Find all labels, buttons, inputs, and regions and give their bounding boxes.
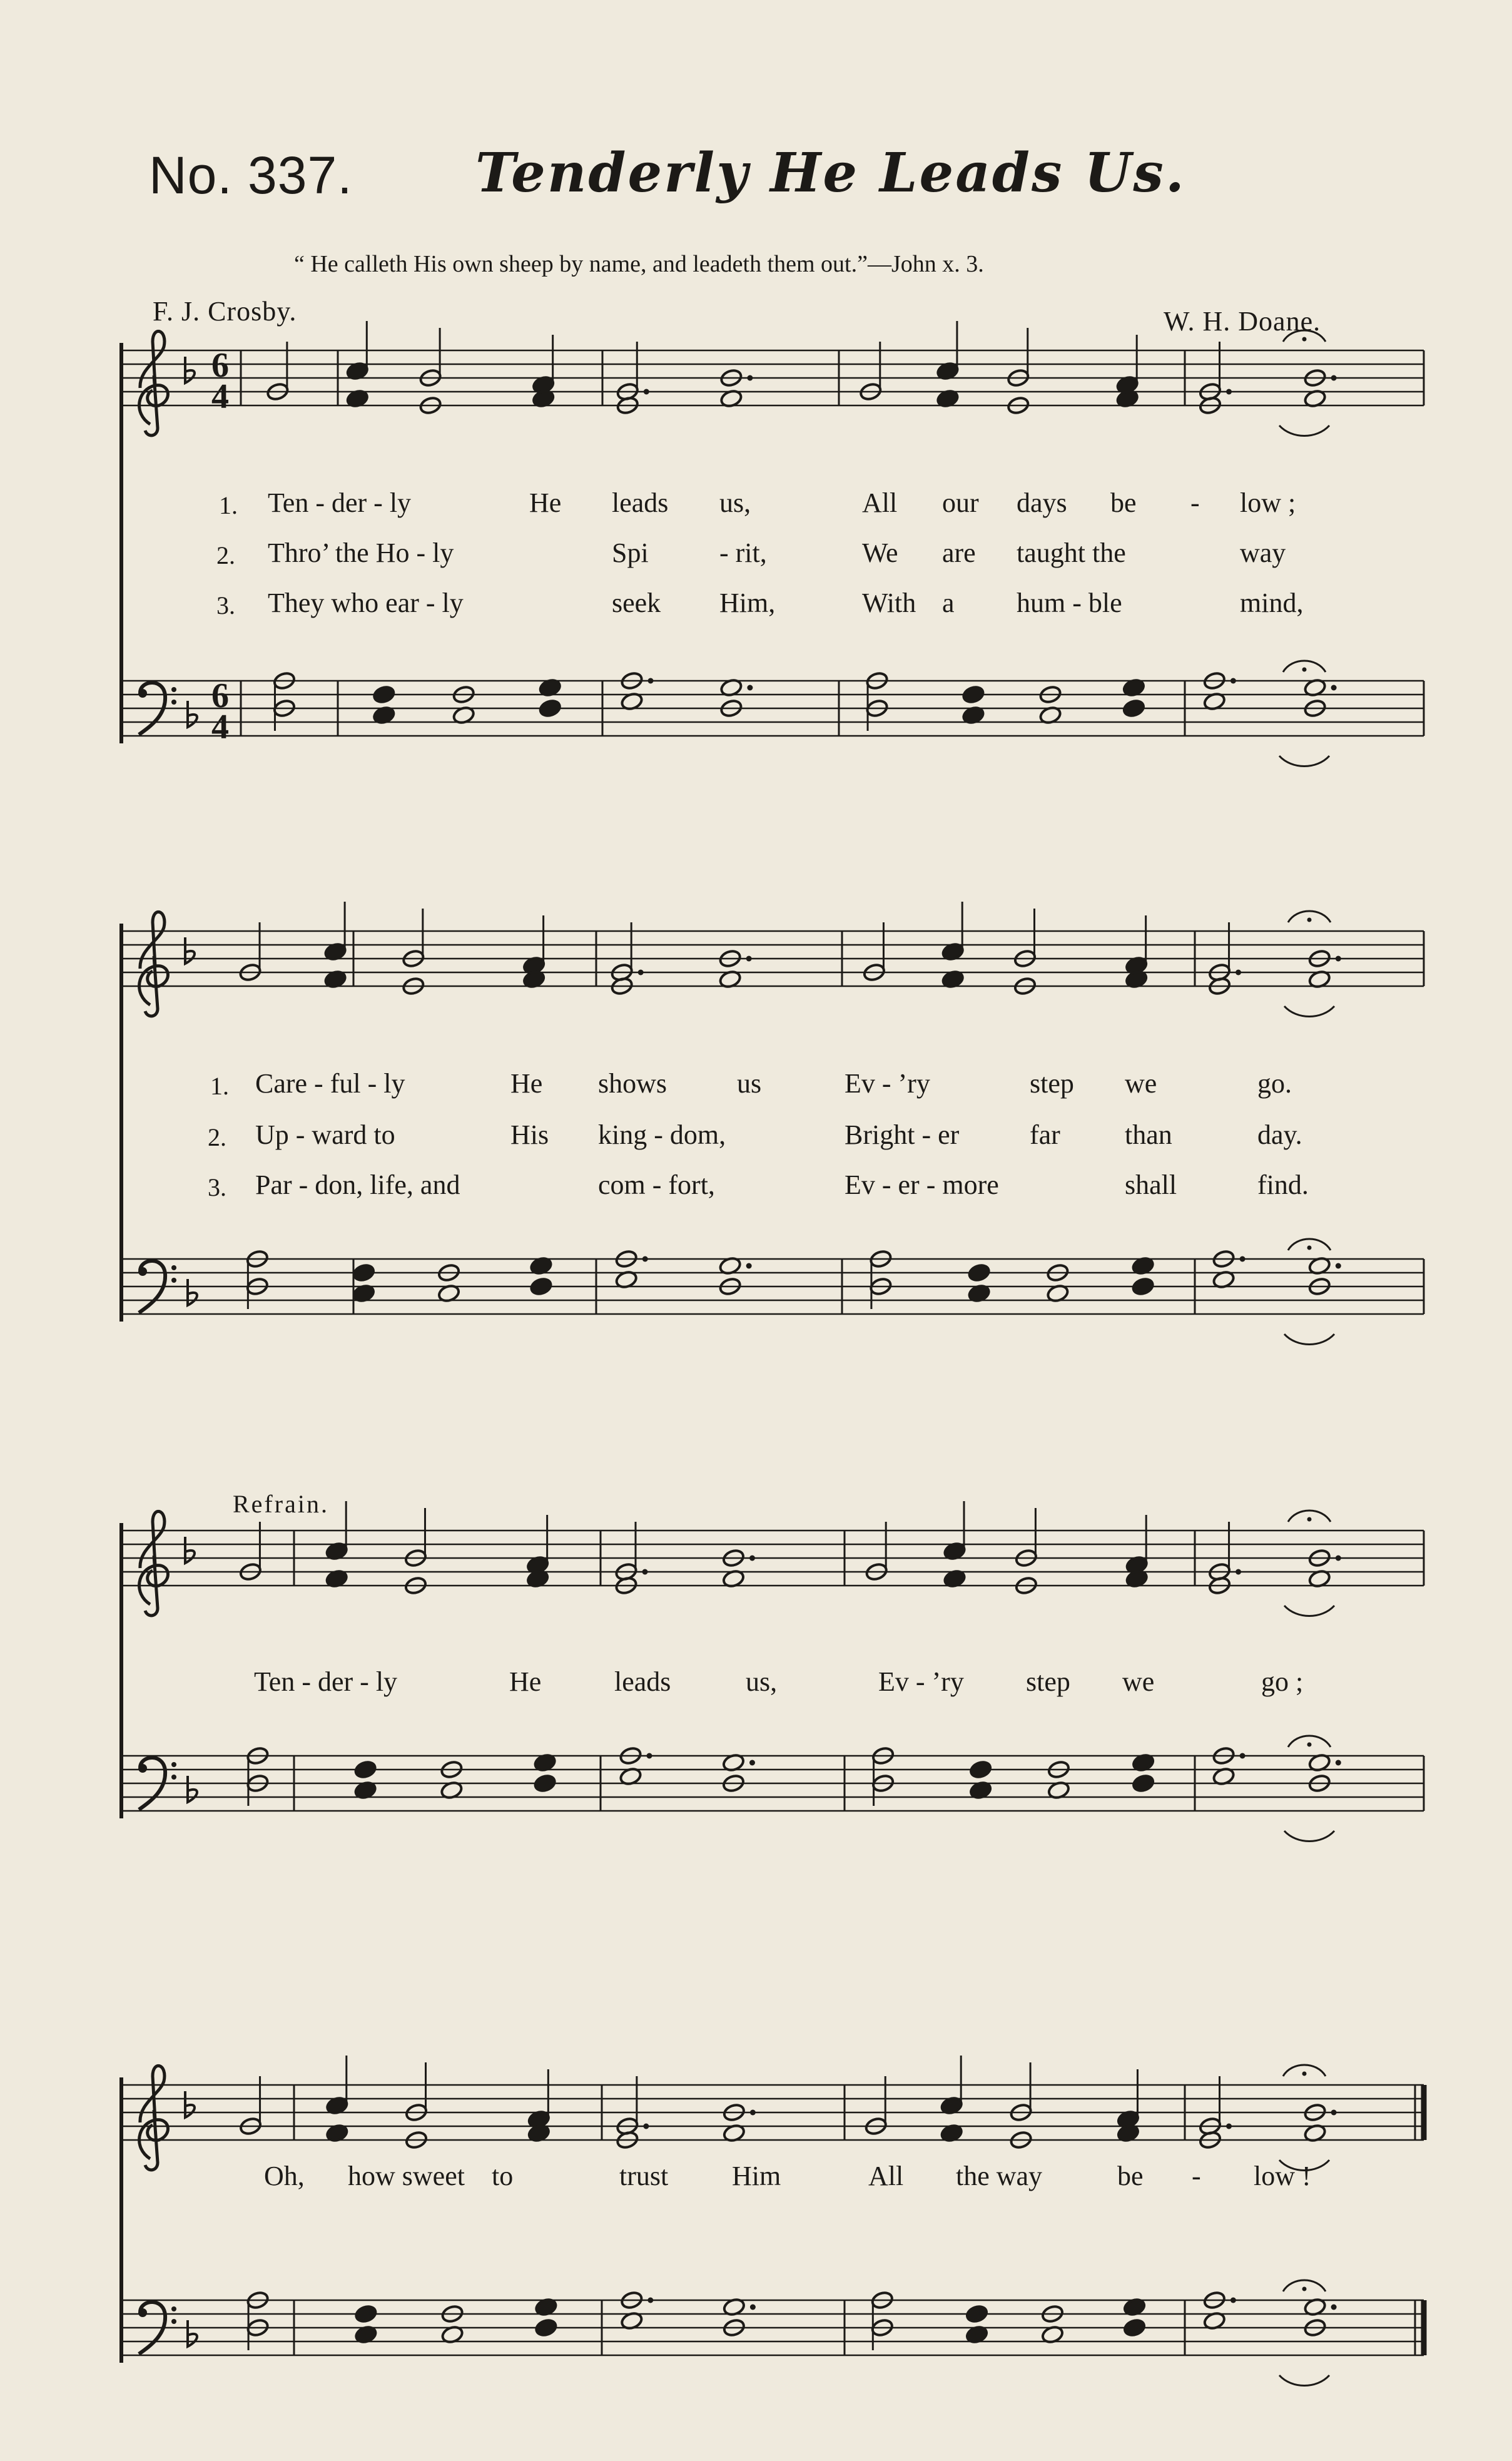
time-signature-bottom: 4 (211, 708, 229, 746)
refrain-label: Refrain. (233, 1490, 329, 1518)
augmentation-dot (642, 1569, 648, 1575)
augmentation-dot (1235, 970, 1241, 976)
lyric-syllable: our (942, 487, 979, 518)
lyric-syllable: - (1190, 487, 1200, 518)
lyric-syllable: His (510, 1119, 549, 1150)
lyric-syllable: Ev - ’ry (845, 1068, 930, 1099)
augmentation-dot (1331, 2305, 1337, 2310)
lyric-syllable: low ; (1240, 487, 1296, 518)
tie-slur (1284, 1606, 1334, 1616)
author-credit: F. J. Crosby. (153, 296, 297, 327)
tie-slur (1284, 1006, 1334, 1017)
lyric-syllable: how sweet (348, 2161, 465, 2191)
augmentation-dot (648, 678, 654, 684)
bass-clef-dot (171, 2306, 176, 2311)
bass-clef-dot (138, 689, 147, 698)
lyric-syllable: low ! (1254, 2161, 1311, 2191)
lyric-syllable: Him, (719, 588, 776, 618)
lyric-syllable: Par - don, life, and (255, 1169, 460, 1200)
augmentation-dot (1230, 678, 1236, 684)
fermata-dot (1307, 1743, 1312, 1747)
time-signature-bottom: 4 (211, 377, 229, 416)
augmentation-dot (1336, 1556, 1341, 1561)
lyric-syllable: All (862, 487, 898, 518)
lyric-syllable: to (492, 2161, 514, 2191)
fermata-dot (1307, 1517, 1312, 1522)
lyric-syllable: shows (598, 1068, 667, 1099)
lyric-syllable: us (737, 1068, 762, 1099)
lyric-syllable: we (1125, 1068, 1157, 1099)
lyric-syllable: - (1192, 2161, 1201, 2191)
bass-clef-dot (171, 700, 176, 705)
lyric-syllable: Ev - ’ry (878, 1666, 964, 1697)
fermata-dot (1302, 337, 1307, 342)
lyric-syllable: seek (612, 588, 661, 618)
lyric-syllable: day. (1257, 1119, 1302, 1150)
lyric-syllable: He (509, 1666, 542, 1697)
lyric-syllable: Spi (612, 538, 649, 568)
bass-clef-dot (171, 1762, 176, 1767)
augmentation-dot (1336, 956, 1341, 962)
lyric-syllable: Up - ward to (255, 1119, 395, 1150)
fermata-dot (1307, 918, 1312, 922)
lyric-syllable: days (1017, 487, 1067, 518)
lyric-syllable: go. (1257, 1068, 1292, 1099)
flat-sign-icon (185, 1537, 195, 1563)
lyric-syllable: taught the (1017, 538, 1126, 568)
augmentation-dot (1226, 389, 1232, 395)
bass-clef-dot (138, 2308, 147, 2317)
lyric-syllable: hum - ble (1017, 588, 1122, 618)
bass-clef-dot (171, 1278, 176, 1283)
lyric-syllable: They who ear - ly (268, 588, 464, 618)
lyric-syllable: are (942, 538, 976, 568)
augmentation-dot (1331, 2110, 1337, 2116)
lyric-syllable: a (942, 588, 955, 618)
lyric-syllable: us, (746, 1666, 778, 1697)
augmentation-dot (1230, 2298, 1236, 2303)
bass-clef-dot (138, 1267, 147, 1276)
lyric-syllable: we (1122, 1666, 1155, 1697)
augmentation-dot (1336, 1263, 1341, 1269)
quarter-notehead (1131, 1276, 1155, 1297)
lyric-syllable: leads (614, 1666, 671, 1697)
flat-sign-icon (188, 701, 197, 727)
treble-clef-icon (140, 331, 168, 435)
augmentation-dot (1331, 685, 1337, 691)
flat-sign-icon (185, 937, 195, 964)
lyric-syllable: Him (732, 2161, 781, 2191)
lyric-syllable: way (1240, 538, 1286, 568)
augmentation-dot (1240, 1753, 1246, 1759)
flat-sign-icon (185, 2091, 195, 2117)
lyric-syllable: All (868, 2161, 904, 2191)
lyric-syllable: Care - ful - ly (255, 1068, 405, 1099)
verse-number: 2. (216, 541, 235, 569)
bass-clef-dot (171, 1775, 176, 1780)
lyric-syllable: find. (1257, 1169, 1309, 1200)
lyric-syllable: - rit, (719, 538, 767, 568)
lyric-syllable: go ; (1261, 1666, 1304, 1697)
augmentation-dot (746, 1263, 752, 1269)
lyric-syllable: king - dom, (598, 1119, 726, 1150)
quarter-notehead (1132, 1773, 1155, 1793)
augmentation-dot (1226, 2124, 1232, 2129)
tie-slur (1279, 425, 1329, 436)
quarter-notehead (534, 2318, 558, 2338)
time-signature-top: 6 (211, 346, 229, 385)
quarter-notehead (969, 1760, 993, 1780)
augmentation-dot (1235, 1569, 1241, 1575)
tie-slur (1284, 1334, 1334, 1345)
treble-clef-icon (140, 2066, 168, 2169)
flat-sign-icon (185, 357, 195, 383)
treble-clef-icon (140, 912, 168, 1016)
lyric-syllable: com - fort, (598, 1169, 715, 1200)
flat-sign-icon (188, 2320, 197, 2346)
augmentation-dot (747, 685, 753, 691)
augmentation-dot (746, 956, 752, 962)
augmentation-dot (1331, 375, 1337, 381)
augmentation-dot (747, 375, 753, 381)
augmentation-dot (642, 1256, 648, 1262)
verse-number: 2. (208, 1123, 226, 1151)
tie-slur (1279, 756, 1329, 767)
hymn-title: Tenderly He Leads Us. (475, 141, 1186, 205)
lyric-syllable: step (1030, 1068, 1074, 1099)
verse-number: 3. (208, 1173, 226, 1201)
augmentation-dot (1336, 1760, 1341, 1766)
augmentation-dot (750, 2110, 756, 2116)
time-signature-top: 6 (211, 676, 229, 715)
quarter-notehead (1123, 2318, 1147, 2338)
augmentation-dot (1240, 1256, 1246, 1262)
flat-sign-icon (188, 1776, 197, 1802)
lyric-syllable: Ten - der - ly (268, 487, 412, 518)
quarter-notehead (529, 1276, 553, 1297)
tie-slur (1279, 2375, 1329, 2386)
augmentation-dot (643, 2124, 649, 2129)
lyric-syllable: be (1117, 2161, 1144, 2191)
verse-number: 1. (210, 1072, 229, 1100)
lyric-syllable: He (510, 1068, 543, 1099)
lyric-syllable: Oh, (264, 2161, 305, 2191)
flat-sign-icon (188, 1279, 197, 1305)
bass-clef-dot (138, 1764, 147, 1773)
lyric-syllable: step (1026, 1666, 1070, 1697)
bass-clef-dot (171, 1265, 176, 1270)
lyric-syllable: Thro’ the Ho - ly (268, 538, 454, 568)
lyric-syllable: far (1030, 1119, 1060, 1150)
augmentation-dot (647, 1753, 652, 1759)
quarter-notehead (352, 1263, 376, 1283)
lyric-syllable: mind, (1240, 588, 1304, 618)
verse-number: 1. (219, 491, 238, 519)
augmentation-dot (750, 2305, 756, 2310)
epigraph: “ He calleth His own sheep by name, and leadeth them out.”—John x. 3. (294, 251, 984, 277)
verse-number: 3. (216, 591, 235, 619)
quarter-notehead (353, 1760, 377, 1780)
composer-credit: W. H. Doane. (1164, 306, 1321, 337)
quarter-notehead (965, 2304, 989, 2324)
quarter-notehead (372, 685, 396, 705)
bass-clef-dot (171, 2319, 176, 2324)
hymn-number: No. 337. (149, 146, 353, 205)
lyric-syllable: He (529, 487, 562, 518)
lyric-syllable: We (862, 538, 898, 568)
fermata-dot (1302, 2287, 1307, 2291)
bass-clef-dot (171, 687, 176, 692)
lyric-syllable: us, (719, 487, 751, 518)
augmentation-dot (644, 389, 649, 395)
lyric-syllable: leads (612, 487, 669, 518)
augmentation-dot (647, 2298, 653, 2303)
fermata-dot (1302, 2072, 1307, 2076)
lyric-syllable: be (1110, 487, 1137, 518)
quarter-notehead (1122, 698, 1146, 718)
quarter-notehead (538, 698, 562, 718)
lyric-syllable: With (862, 588, 916, 618)
quarter-notehead (354, 2304, 378, 2324)
lyric-syllable: Bright - er (845, 1119, 960, 1150)
tie-slur (1284, 1831, 1334, 1842)
lyric-syllable: than (1125, 1119, 1172, 1150)
lyric-syllable: shall (1125, 1169, 1177, 1200)
lyric-syllable: trust (619, 2161, 669, 2191)
lyric-syllable: Ten - der - ly (254, 1666, 398, 1697)
quarter-notehead (533, 1773, 557, 1793)
fermata-dot (1302, 668, 1307, 672)
fermata-dot (1307, 1246, 1312, 1250)
lyric-syllable: Ev - er - more (845, 1169, 999, 1200)
quarter-notehead (967, 1263, 991, 1283)
lyric-syllable: the way (956, 2161, 1043, 2191)
augmentation-dot (638, 970, 644, 976)
augmentation-dot (749, 1556, 755, 1561)
quarter-notehead (961, 685, 985, 705)
augmentation-dot (749, 1760, 755, 1766)
treble-clef-icon (140, 1511, 168, 1615)
